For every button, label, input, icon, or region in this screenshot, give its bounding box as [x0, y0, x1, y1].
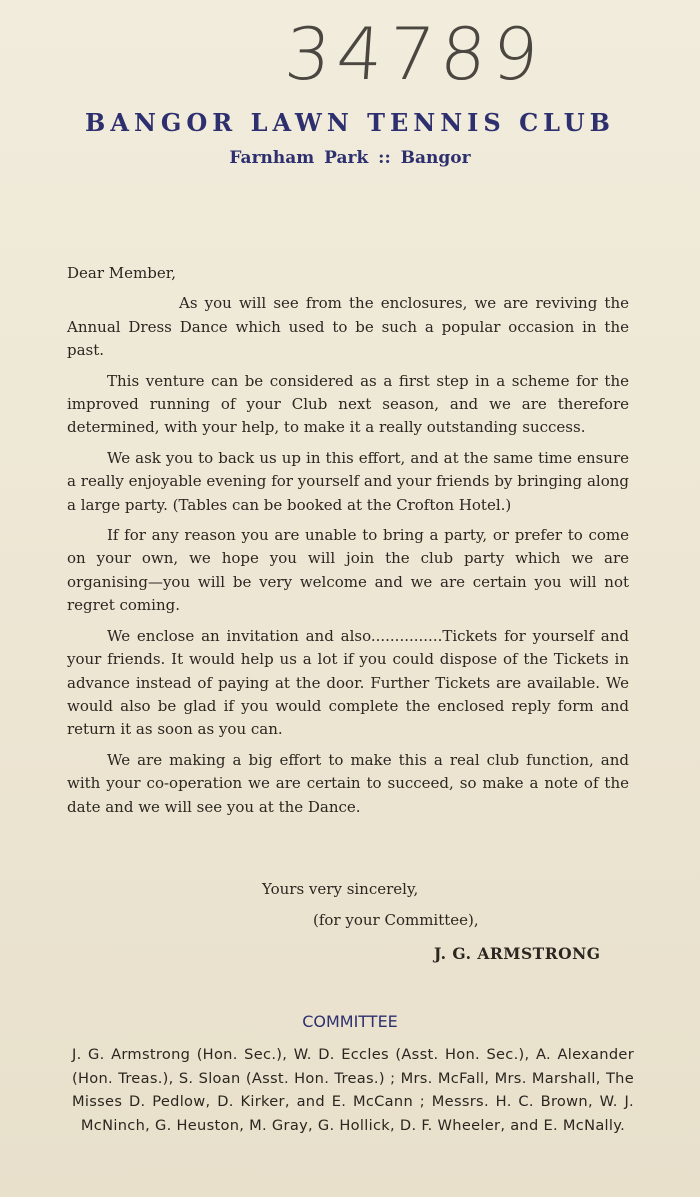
handwritten-reference-number: 34789 — [282, 12, 547, 96]
club-address: Farnham Park :: Bangor — [229, 148, 471, 168]
paragraph-5: We enclose an invitation and also...............Tickets for yourself and your friends. It would help us a lot if you could dispose of the Tickets in advance instead of paying at the door. Further Tickets are available. We would also be glad if you would complete the enclosed reply form and return it as soon as you can. — [67, 626, 629, 739]
paragraph-1: As you will see from the enclosures, we are reviving the Annual Dress Dance which used to be such a popular occasion in the past. — [67, 294, 629, 360]
letter-body — [67, 262, 629, 826]
paragraph-6: We are making a big effort to make this a real club function, and with your co-operation we are certain to succeed, so make a note of the date and we will see you at the Dance. — [67, 750, 629, 816]
committee-members: J. G. Armstrong (Hon. Sec.), W. D. Eccles (Asst. Hon. Sec.), A. Alexander (Hon. Treas.), S. Sloan (Asst. Hon. Treas.) ; Mrs. McFall, Mrs. Marshall, The Misses D. Pedlow, D. Kirker, and E. McCann ; Messrs. H. C. Brown, W. J. McNinch, G. Heuston, M. Gray, G. Hollick, D. F. Wheeler, and E. McNally. — [72, 1046, 634, 1134]
paragraph-4: If for any reason you are unable to bring a party, or prefer to come on your own, we hope you will join the club party which we are organising—you will be very welcome and we are certain you will not regret coming. — [67, 526, 629, 615]
paragraph-2: This venture can be considered as a first step in a scheme for the improved running of your Club next season, and we are therefore determined, with your help, to make it a really outstanding success. — [67, 371, 629, 437]
paragraph-3: We ask you to back us up in this effort, and at the same time ensure a really enjoyable evening for yourself and your friends by bringing along a large party. (Tables can be booked at the Crofton Hotel.) — [67, 448, 629, 514]
club-title: BANGOR LAWN TENNIS CLUB — [85, 108, 615, 137]
committee-heading: COMMITTEE — [302, 1012, 398, 1031]
closing-sub-line: (for your Committee), — [313, 911, 479, 929]
signature: J. G. ARMSTRONG — [434, 944, 601, 963]
salutation: Dear Member, — [67, 264, 177, 282]
closing-line: Yours very sincerely, — [262, 880, 419, 898]
